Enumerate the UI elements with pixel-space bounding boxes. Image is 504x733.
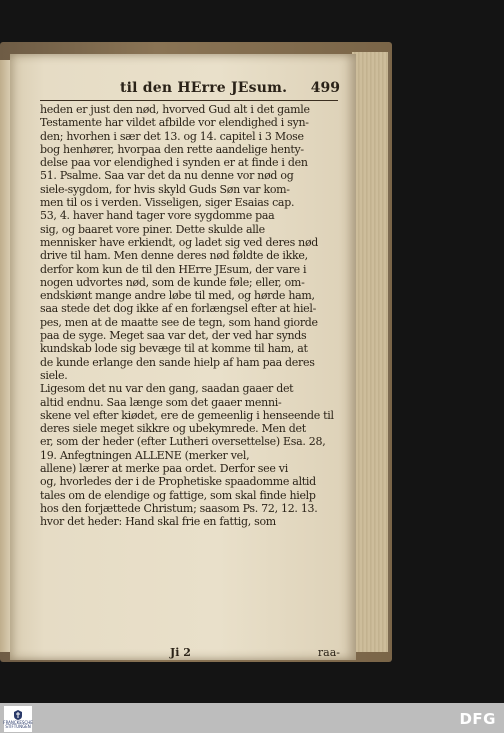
text-line: Testamente har vildet afbilde vor elendighed i syn- [40, 116, 309, 130]
text-line: sig, og baaret vore piner. Dette skulde alle [40, 222, 265, 236]
body-text [40, 103, 340, 529]
institution-logo[interactable] [4, 706, 32, 732]
text-line: kundskab lode sig bevæge til at komme til ham, at [40, 342, 308, 356]
catchword: raa- [317, 646, 340, 659]
text-line: paa de syge. Meget saa var det, der ved har synds [40, 329, 307, 343]
running-title: til den HErre JEsum. [120, 80, 288, 96]
text-line: drive til ham. Men denne deres nød føldte de ikke, [40, 249, 308, 263]
funder-logo[interactable]: DFG [459, 710, 496, 728]
text-line: derfor kom kun de til den HErre JEsum, der vare i [40, 262, 307, 276]
text-line: altid endnu. Saa længe som det gaaer menni- [40, 395, 282, 409]
header-rule [40, 100, 338, 101]
viewer-footer-bar [0, 703, 504, 733]
text-line: tales om de elendige og fattige, som skal finde hielp [40, 488, 316, 502]
text-line: bog henhører, hvorpaa den rette aandelige henty- [40, 142, 304, 156]
text-line: men til os i verden. Visseligen, siger Esaias cap. [40, 196, 295, 210]
signature-mark: Ji 2 [170, 646, 191, 659]
text-line: mennisker have erkiendt, og ladet sig ved deres nød [40, 235, 319, 249]
text-line: og, hvorledes der i de Prophetiske spaadomme altid [40, 475, 316, 489]
text-line: Ligesom det nu var den gang, saadan gaaer det [40, 382, 294, 396]
text-line: hos den forjættede Christum; saasom Ps. 72, 12. 13. [40, 501, 318, 515]
text-line: deres siele meget sikkre og ubekymrede. Men det [40, 422, 306, 436]
text-line: 51. Psalme. Saa var det da nu denne vor nød og [40, 169, 294, 183]
text-line: skene vel efter kiødet, ere de gemeenlig i henseende til [40, 408, 334, 422]
text-line: endskiønt mange andre løbe til med, og hørde ham, [40, 289, 315, 303]
text-line: hvor det heder: Hand skal frie en fattig, som [40, 515, 276, 529]
book-page [10, 54, 356, 660]
page-header [40, 80, 340, 100]
text-line: siele-sygdom, for hvis skyld Guds Søn var kom- [40, 182, 290, 196]
text-line: 19. Anfegtningen ALLENE (merker vel, [40, 448, 250, 462]
text-line: nogen udvortes nød, som de kunde føle; eller, om- [40, 275, 305, 289]
text-line: den; hvorhen i sær det 13. og 14. capitel i 3 Mose [40, 129, 304, 143]
page-number: 499 [310, 80, 340, 96]
text-line: saa stede det dog ikke af en forlængsel efter at hiel- [40, 302, 317, 316]
text-line: allene) lærer at merke paa ordet. Derfor see vi [40, 462, 288, 476]
left-page-edge [0, 60, 10, 652]
text-line: 53, 4. haver hand tager vore sygdomme paa [40, 209, 275, 223]
text-line: heden er just den nød, hvorved Gud alt i det gamle [40, 103, 310, 116]
text-line: delse paa vor elendighed i synden er at finde i den [40, 156, 308, 170]
page-stack-edge [352, 52, 390, 652]
page-footer [40, 646, 340, 660]
text-line: de kunde erlange den sande hielp af ham paa deres [40, 355, 315, 369]
institution-name: FRANCKESCHE STIFTUNGEN [3, 720, 33, 729]
text-line: er, som der heder (efter Lutheri oversettelse) Esa. 28, [40, 435, 326, 449]
text-line: pes, men at de maatte see de tegn, som hand giorde [40, 315, 318, 329]
text-line: siele. [40, 368, 68, 382]
